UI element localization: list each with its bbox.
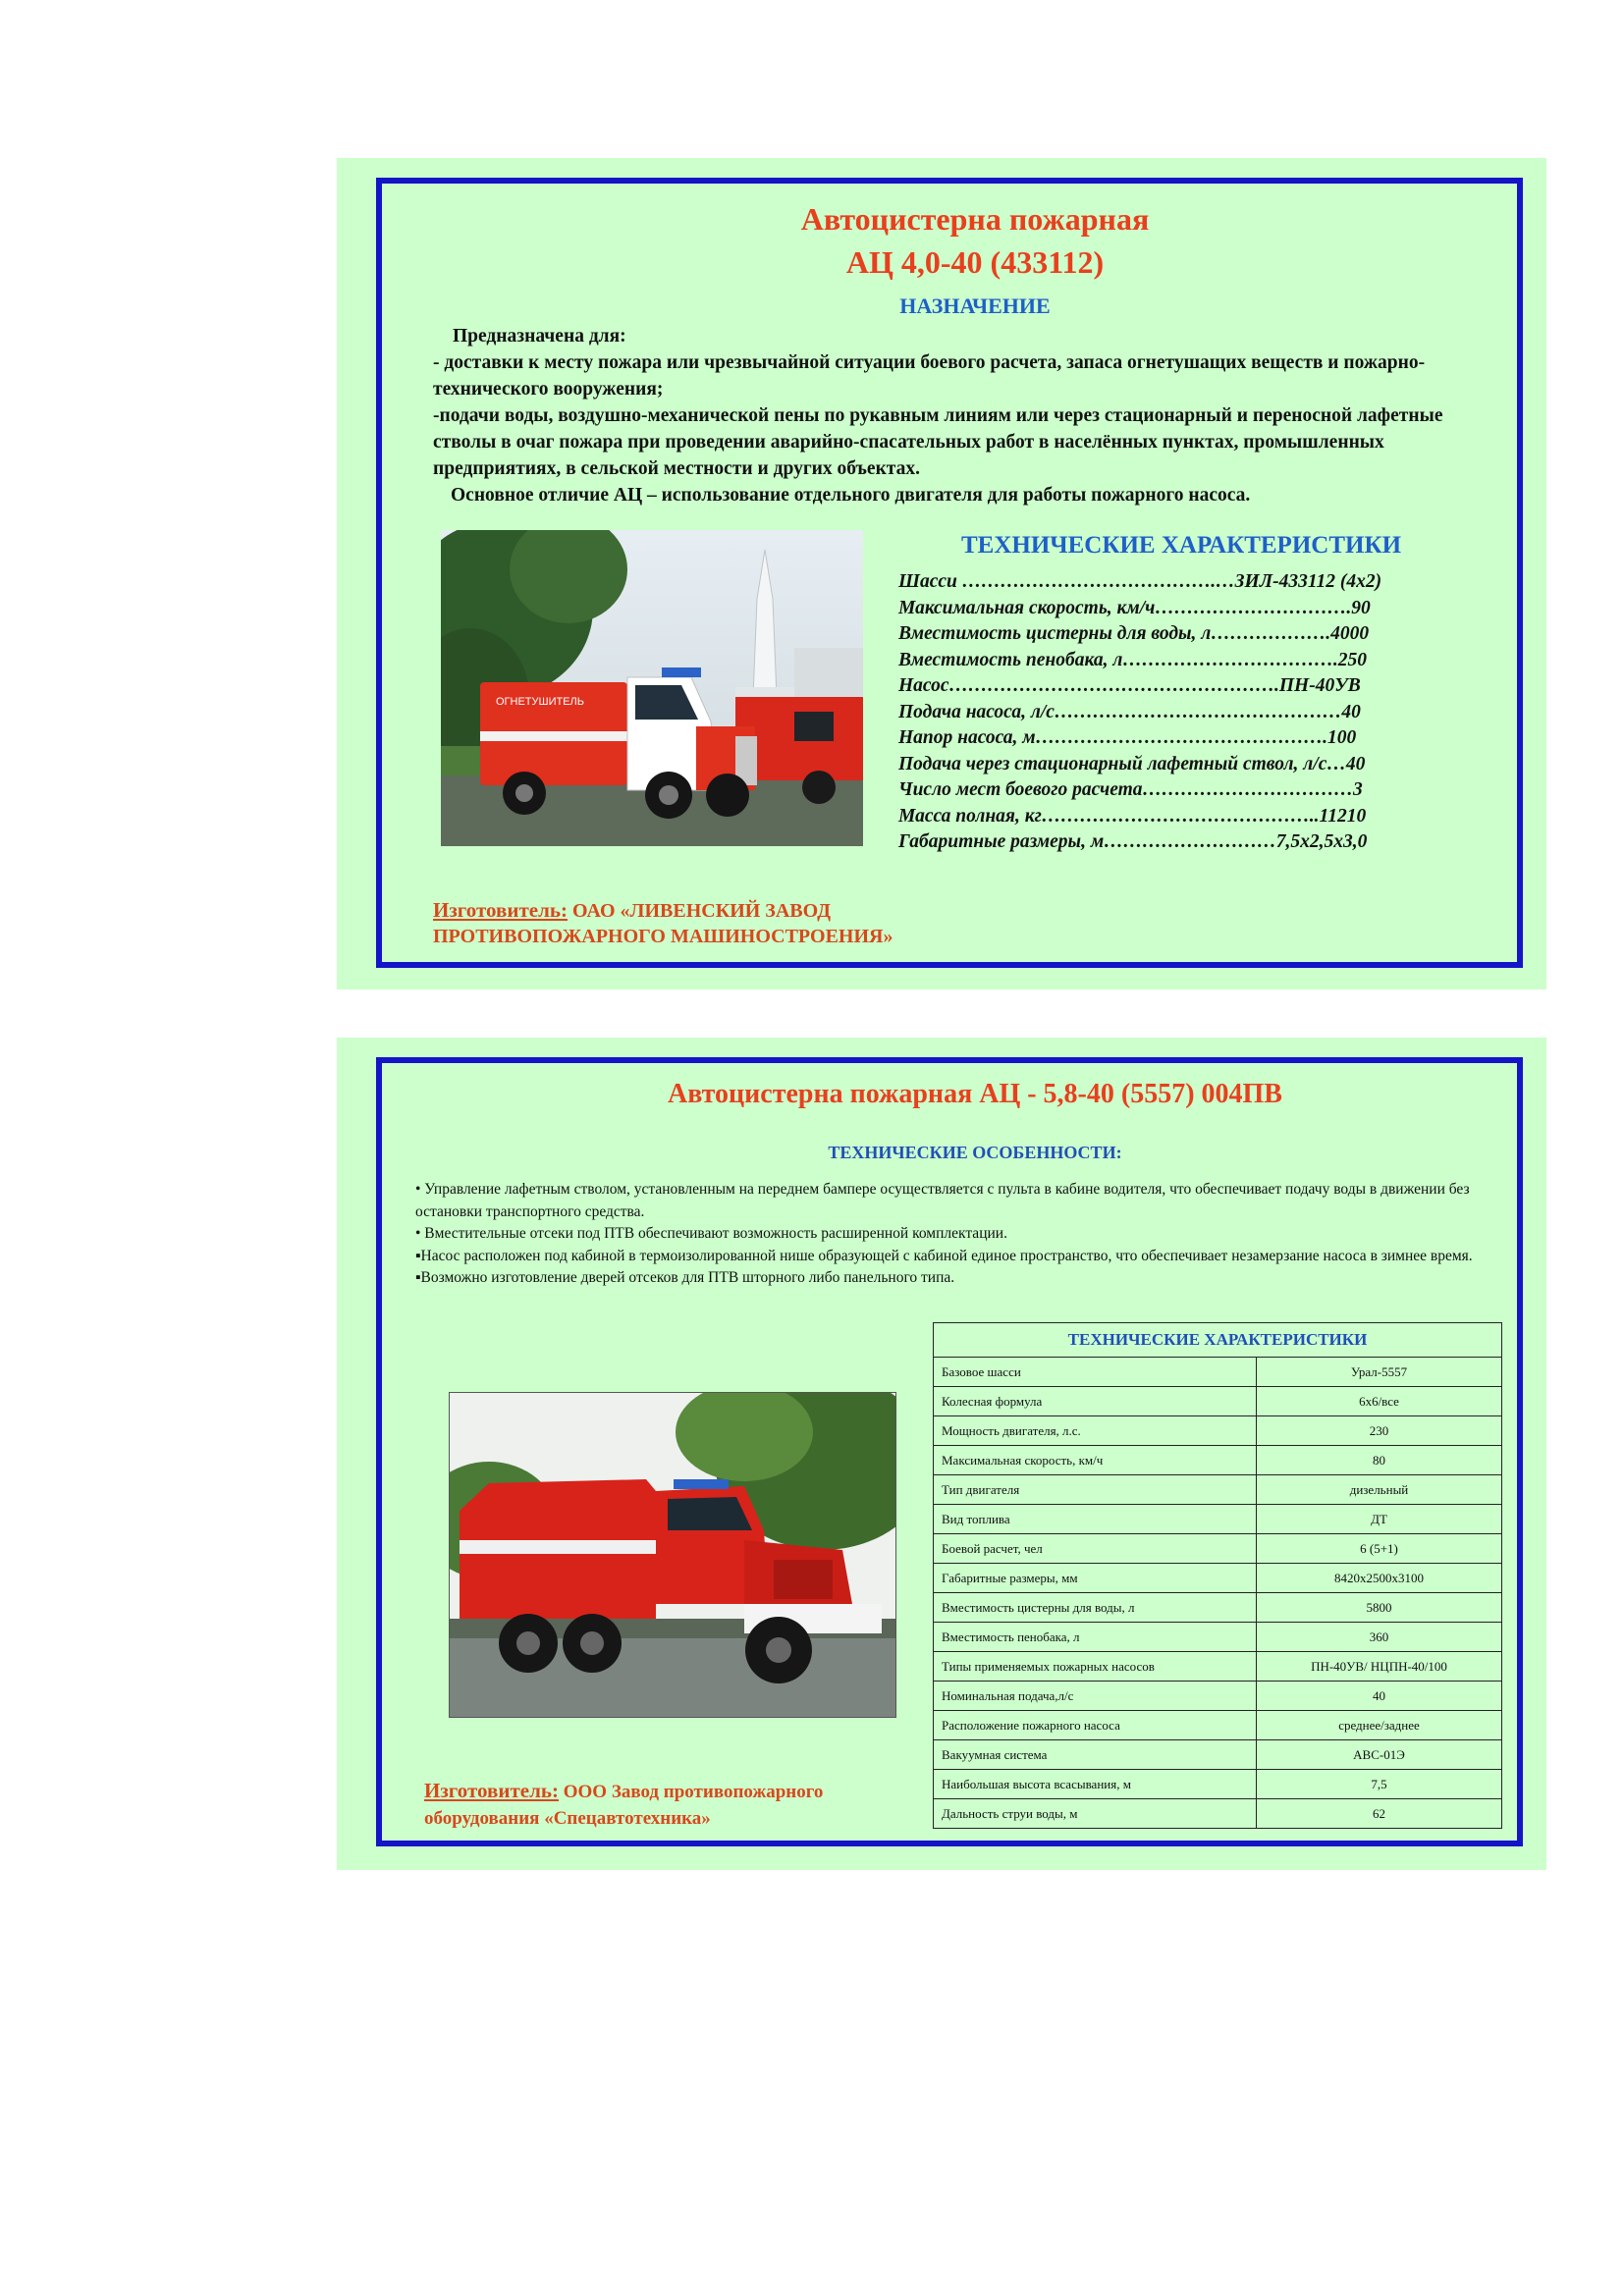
card1-title-line2: АЦ 4,0-40 (433112) (845, 244, 1105, 280)
spec-value-cell: АВС-01Э (1257, 1740, 1502, 1770)
truck-lettering: ОГНЕТУШИТЕЛЬ (496, 696, 584, 708)
feature-item: • Вместительные отсеки под ПТВ обеспечивают возможность расширенной комплектации. (415, 1225, 1007, 1242)
truck-photo-zil (441, 530, 863, 846)
spec-name-cell: Вместимость цистерны для воды, л (934, 1593, 1257, 1623)
feature-item: ▪Насос расположен под кабиной в термоизолированной нише образующей с кабиной единое пространство, что обеспечивает незамерзание насоса в зимнее время. (415, 1247, 1473, 1264)
spec-value-cell: 6х6/все (1257, 1387, 1502, 1416)
maker-label: Изготовитель: (424, 1779, 559, 1802)
spec-name-cell: Колесная формула (934, 1387, 1257, 1416)
table-row (934, 1623, 1502, 1652)
spec-name-cell: Дальность струи воды, м (934, 1799, 1257, 1829)
purpose-item-1: - доставки к месту пожара или чрезвычайной ситуации боевого расчета, запаса огнетушащих веществ и пожарно-технического вооружения; (433, 352, 1426, 400)
card1-specs-list (898, 569, 1381, 856)
spec-item: Масса полная, кг……………………………………..11210 (898, 805, 1367, 827)
purpose-item-2: -подачи воды, воздушно-механической пены по рукавным линиям или через стационарный и переносной лафетные стволы в очаг пожара при проведении аварийно-спасательных работ в населённых пунктах, промышленных предприятиях, в сельской местности и других объектах. (433, 405, 1443, 479)
spec-item: Габаритные размеры, м………………………7,5х2,5х3,0 (898, 831, 1368, 852)
spec-value-cell: 80 (1257, 1446, 1502, 1475)
card1-manufacturer (433, 897, 893, 949)
spec-value-cell: среднее/заднее (1257, 1711, 1502, 1740)
spec-value-cell: 230 (1257, 1416, 1502, 1446)
spec-item: Число мест боевого расчета……………………………3 (898, 779, 1363, 800)
card-ac-4-0-40 (337, 158, 1546, 989)
spec-item: Вместимость пенобака, л…………………………….250 (898, 649, 1367, 670)
spec-name-cell: Боевой расчет, чел (934, 1534, 1257, 1564)
table-row (934, 1652, 1502, 1682)
card1-specs-heading: ТЕХНИЧЕСКИЕ ХАРАКТЕРИСТИКИ (960, 532, 1402, 559)
maker-line2: оборудования «Спецавтотехника» (424, 1808, 711, 1829)
table-row (934, 1799, 1502, 1829)
spec-value-cell: 5800 (1257, 1593, 1502, 1623)
spec-value-cell: 8420х2500х3100 (1257, 1564, 1502, 1593)
spec-value-cell: ДТ (1257, 1505, 1502, 1534)
spec-name-cell: Расположение пожарного насоса (934, 1711, 1257, 1740)
spec-value-cell: ПН-40УВ/ НЦПН-40/100 (1257, 1652, 1502, 1682)
features-heading: ТЕХНИЧЕСКИЕ ОСОБЕННОСТИ: (828, 1143, 1122, 1162)
spec-name-cell: Вид топлива (934, 1505, 1257, 1534)
spec-item: Вместимость цистерны для воды, л……………….4000 (898, 623, 1370, 644)
spec-item: Подача насоса, л/с………………………………………40 (898, 701, 1361, 722)
feature-item: • Управление лафетным стволом, установленным на переднем бампере осуществляется с пульта в кабине водителя, что обеспечивает подачу воды в движении без остановки транспортного средства. (415, 1181, 1470, 1220)
table-row (934, 1711, 1502, 1740)
table-row (934, 1358, 1502, 1387)
card1-title-line1: Автоцистерна пожарная (800, 201, 1150, 237)
spec-name-cell: Габаритные размеры, мм (934, 1564, 1257, 1593)
card-ac-5-8-40 (337, 1038, 1546, 1870)
spec-name-cell: Типы применяемых пожарных насосов (934, 1652, 1257, 1682)
truck-photo-ural (449, 1392, 896, 1718)
table-row (934, 1682, 1502, 1711)
spec-value-cell: дизельный (1257, 1475, 1502, 1505)
table-row (934, 1740, 1502, 1770)
card2-title: Автоцистерна пожарная АЦ - 5,8-40 (5557) 004ПВ (668, 1079, 1282, 1109)
features-list (415, 1179, 1495, 1290)
table-row (934, 1475, 1502, 1505)
truck-photo-zil-image (441, 530, 863, 846)
table-header-row (934, 1323, 1502, 1358)
table-row (934, 1534, 1502, 1564)
spec-item: Подача через стационарный лафетный ствол, л/с…40 (898, 753, 1366, 774)
spec-name-cell: Вакуумная система (934, 1740, 1257, 1770)
spec-name-cell: Максимальная скорость, км/ч (934, 1446, 1257, 1475)
spec-value-cell: 40 (1257, 1682, 1502, 1711)
table-row (934, 1505, 1502, 1534)
spec-value-cell: 7,5 (1257, 1770, 1502, 1799)
truck-photo-ural-image (450, 1393, 895, 1717)
table-row (934, 1387, 1502, 1416)
purpose-intro: Предназначена для: (453, 326, 626, 347)
maker-label: Изготовитель: (433, 898, 568, 922)
spec-name-cell: Вместимость пенобака, л (934, 1623, 1257, 1652)
spec-item: Насос…………………………………………….ПН-40УВ (898, 675, 1361, 696)
spec-value-cell: Урал-5557 (1257, 1358, 1502, 1387)
maker-line2: ПРОТИВОПОЖАРНОГО МАШИНОСТРОЕНИЯ» (433, 926, 893, 947)
maker-line1: ОАО «ЛИВЕНСКИЙ ЗАВОД (571, 900, 831, 922)
spec-name-cell: Мощность двигателя, л.с. (934, 1416, 1257, 1446)
table-row (934, 1593, 1502, 1623)
feature-item: ▪Возможно изготовление дверей отсеков для ПТВ шторного либо панельного типа. (415, 1269, 955, 1286)
card2-manufacturer (424, 1778, 823, 1832)
purpose-heading: НАЗНАЧЕНИЕ (899, 294, 1051, 318)
spec-value-cell: 62 (1257, 1799, 1502, 1829)
spec-name-cell: Тип двигателя (934, 1475, 1257, 1505)
spec-item: Напор насоса, м……………………………………….100 (898, 727, 1357, 748)
table-heading: ТЕХНИЧЕСКИЕ ХАРАКТЕРИСТИКИ (934, 1323, 1502, 1358)
card2-specs-table (933, 1322, 1502, 1829)
table-row (934, 1770, 1502, 1799)
spec-item: Шасси ………………………………….…ЗИЛ-433112 (4х2) (898, 571, 1382, 592)
table-row (934, 1446, 1502, 1475)
spec-item: Максимальная скорость, км/ч………………………….90 (898, 597, 1371, 618)
spec-value-cell: 6 (5+1) (1257, 1534, 1502, 1564)
spec-value-cell: 360 (1257, 1623, 1502, 1652)
spec-name-cell: Наибольшая высота всасывания, м (934, 1770, 1257, 1799)
table-row (934, 1416, 1502, 1446)
purpose-note: Основное отличие АЦ – использование отдельного двигателя для работы пожарного насоса. (451, 485, 1251, 506)
maker-line1: ООО Завод противопожарного (563, 1782, 824, 1802)
spec-name-cell: Базовое шасси (934, 1358, 1257, 1387)
table-row (934, 1564, 1502, 1593)
spec-name-cell: Номинальная подача,л/с (934, 1682, 1257, 1711)
